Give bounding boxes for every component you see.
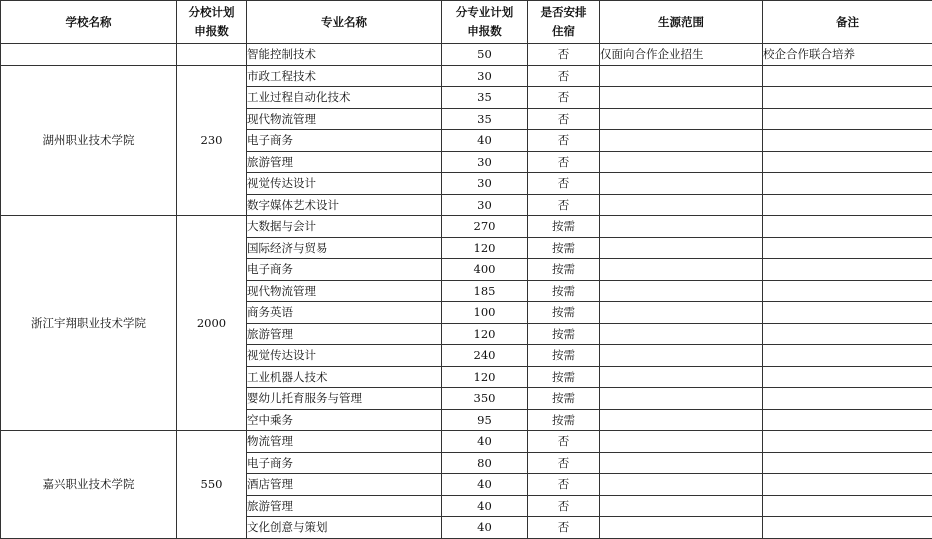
school-plan-cell: 2000 <box>177 216 247 431</box>
remark-cell <box>763 259 932 281</box>
dorm-cell: 按需 <box>528 280 600 302</box>
remark-cell <box>763 323 932 345</box>
source-range-cell <box>600 323 763 345</box>
header-dorm-line1: 是否安排 <box>528 3 599 22</box>
source-range-cell <box>600 345 763 367</box>
major-plan-cell: 350 <box>442 388 528 410</box>
remark-cell <box>763 409 932 431</box>
major-plan-cell: 40 <box>442 130 528 152</box>
major-name-cell: 电子商务 <box>247 259 442 281</box>
major-plan-cell: 185 <box>442 280 528 302</box>
major-plan-cell: 270 <box>442 216 528 238</box>
major-name-cell: 酒店管理 <box>247 474 442 496</box>
source-range-cell <box>600 87 763 109</box>
major-name-cell: 电子商务 <box>247 130 442 152</box>
remark-cell <box>763 194 932 216</box>
dorm-cell: 按需 <box>528 237 600 259</box>
header-source: 生源范围 <box>600 1 763 44</box>
dorm-cell: 否 <box>528 87 600 109</box>
table-row <box>1 431 932 453</box>
major-plan-cell: 120 <box>442 237 528 259</box>
source-range-cell <box>600 302 763 324</box>
major-name-cell: 空中乘务 <box>247 409 442 431</box>
major-plan-cell: 30 <box>442 173 528 195</box>
dorm-cell: 按需 <box>528 409 600 431</box>
source-range-cell <box>600 108 763 130</box>
major-name-cell: 现代物流管理 <box>247 280 442 302</box>
source-range-cell <box>600 194 763 216</box>
major-name-cell: 工业过程自动化技术 <box>247 87 442 109</box>
source-range-cell <box>600 259 763 281</box>
source-range-cell <box>600 366 763 388</box>
major-name-cell: 旅游管理 <box>247 151 442 173</box>
remark-cell <box>763 237 932 259</box>
school-name-cell <box>1 44 177 66</box>
source-range-cell <box>600 280 763 302</box>
remark-cell <box>763 280 932 302</box>
dorm-cell: 否 <box>528 65 600 87</box>
remark-cell <box>763 495 932 517</box>
dorm-cell: 否 <box>528 474 600 496</box>
header-major-plan-line2: 申报数 <box>442 22 527 41</box>
dorm-cell: 否 <box>528 108 600 130</box>
major-plan-cell: 35 <box>442 108 528 130</box>
major-name-cell: 工业机器人技术 <box>247 366 442 388</box>
major-plan-cell: 40 <box>442 474 528 496</box>
remark-cell <box>763 345 932 367</box>
remark-cell <box>763 452 932 474</box>
dorm-cell: 否 <box>528 151 600 173</box>
header-major-plan <box>442 1 528 44</box>
source-range-cell <box>600 216 763 238</box>
dorm-cell: 否 <box>528 194 600 216</box>
major-plan-cell: 120 <box>442 323 528 345</box>
header-school-plan <box>177 1 247 44</box>
school-plan-cell: 550 <box>177 431 247 539</box>
major-plan-cell: 400 <box>442 259 528 281</box>
header-dorm <box>528 1 600 44</box>
remark-cell <box>763 474 932 496</box>
dorm-cell: 否 <box>528 495 600 517</box>
source-range-cell <box>600 388 763 410</box>
dorm-cell: 否 <box>528 173 600 195</box>
dorm-cell: 否 <box>528 452 600 474</box>
header-school-plan-line1: 分校计划 <box>177 3 246 22</box>
remark-cell <box>763 130 932 152</box>
source-range-cell <box>600 452 763 474</box>
source-range-cell <box>600 237 763 259</box>
source-range-cell <box>600 173 763 195</box>
source-range-cell <box>600 474 763 496</box>
dorm-cell: 按需 <box>528 388 600 410</box>
major-name-cell: 视觉传达设计 <box>247 345 442 367</box>
dorm-cell: 按需 <box>528 345 600 367</box>
school-name-cell: 嘉兴职业技术学院 <box>1 431 177 539</box>
source-range-cell <box>600 130 763 152</box>
major-plan-cell: 30 <box>442 151 528 173</box>
source-range-cell <box>600 495 763 517</box>
source-range-cell <box>600 65 763 87</box>
source-range-cell <box>600 431 763 453</box>
remark-cell <box>763 151 932 173</box>
major-plan-cell: 30 <box>442 194 528 216</box>
major-name-cell: 婴幼儿托育服务与管理 <box>247 388 442 410</box>
major-name-cell: 商务英语 <box>247 302 442 324</box>
major-plan-cell: 40 <box>442 495 528 517</box>
dorm-cell: 否 <box>528 44 600 66</box>
remark-cell <box>763 173 932 195</box>
major-name-cell: 旅游管理 <box>247 495 442 517</box>
major-name-cell: 现代物流管理 <box>247 108 442 130</box>
school-name-cell: 湖州职业技术学院 <box>1 65 177 216</box>
dorm-cell: 否 <box>528 517 600 539</box>
header-school-plan-line2: 申报数 <box>177 22 246 41</box>
table-row <box>1 216 932 238</box>
major-name-cell: 国际经济与贸易 <box>247 237 442 259</box>
major-name-cell: 智能控制技术 <box>247 44 442 66</box>
header-major: 专业名称 <box>247 1 442 44</box>
major-plan-cell: 40 <box>442 431 528 453</box>
remark-cell <box>763 65 932 87</box>
dorm-cell: 按需 <box>528 302 600 324</box>
dorm-cell: 否 <box>528 130 600 152</box>
dorm-cell: 按需 <box>528 259 600 281</box>
remark-cell <box>763 108 932 130</box>
header-row <box>1 1 932 44</box>
major-plan-cell: 30 <box>442 65 528 87</box>
remark-cell <box>763 302 932 324</box>
source-range-cell <box>600 151 763 173</box>
major-name-cell: 数字媒体艺术设计 <box>247 194 442 216</box>
table-row <box>1 65 932 87</box>
major-name-cell: 电子商务 <box>247 452 442 474</box>
school-plan-cell <box>177 44 247 66</box>
table-row <box>1 44 932 66</box>
dorm-cell: 按需 <box>528 323 600 345</box>
remark-cell <box>763 87 932 109</box>
major-name-cell: 旅游管理 <box>247 323 442 345</box>
major-plan-cell: 240 <box>442 345 528 367</box>
major-plan-cell: 40 <box>442 517 528 539</box>
school-name-cell: 浙江宇翔职业技术学院 <box>1 216 177 431</box>
header-major-plan-line1: 分专业计划 <box>442 3 527 22</box>
major-plan-cell: 95 <box>442 409 528 431</box>
header-dorm-line2: 住宿 <box>528 22 599 41</box>
major-plan-cell: 100 <box>442 302 528 324</box>
source-range-cell: 仅面向合作企业招生 <box>600 44 763 66</box>
remark-cell <box>763 431 932 453</box>
school-plan-cell: 230 <box>177 65 247 216</box>
table-body <box>1 44 932 539</box>
major-name-cell: 大数据与会计 <box>247 216 442 238</box>
dorm-cell: 否 <box>528 431 600 453</box>
dorm-cell: 按需 <box>528 366 600 388</box>
major-plan-cell: 50 <box>442 44 528 66</box>
major-name-cell: 市政工程技术 <box>247 65 442 87</box>
remark-cell <box>763 216 932 238</box>
major-plan-cell: 120 <box>442 366 528 388</box>
major-plan-cell: 80 <box>442 452 528 474</box>
remark-cell <box>763 366 932 388</box>
remark-cell <box>763 388 932 410</box>
major-name-cell: 物流管理 <box>247 431 442 453</box>
major-name-cell: 视觉传达设计 <box>247 173 442 195</box>
major-name-cell: 文化创意与策划 <box>247 517 442 539</box>
dorm-cell: 按需 <box>528 216 600 238</box>
header-school: 学校名称 <box>1 1 177 44</box>
major-plan-cell: 35 <box>442 87 528 109</box>
header-remark: 备注 <box>763 1 932 44</box>
source-range-cell <box>600 409 763 431</box>
remark-cell: 校企合作联合培养 <box>763 44 932 66</box>
